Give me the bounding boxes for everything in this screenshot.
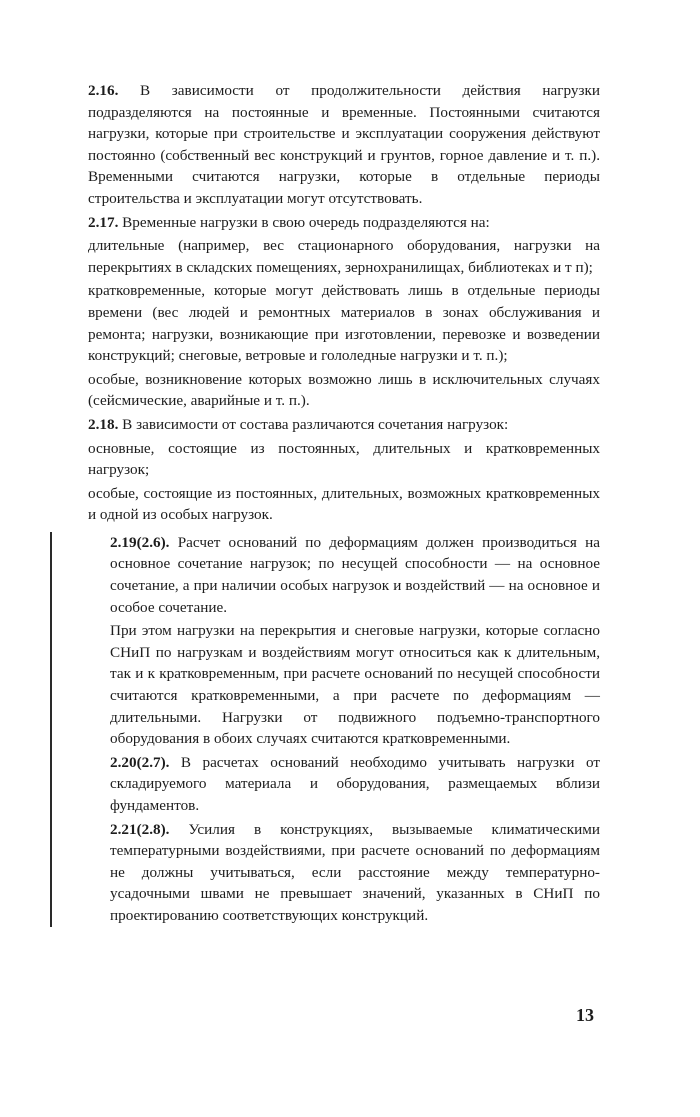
paragraph-text: особые, возникновение которых возможно лишь в исключительных случаях (сейсмические, аварийные и т. п.). (88, 370, 600, 410)
paragraph (110, 819, 600, 927)
main-paragraphs (88, 80, 600, 526)
marked-paragraphs (110, 532, 600, 927)
paragraph (110, 752, 600, 817)
paragraph-text: Временные нагрузки в свою очередь подразделяются на: (118, 213, 490, 231)
page-body (88, 80, 600, 929)
clause-number: 2.21(2.8). (110, 820, 170, 838)
paragraph-text: В расчетах оснований необходимо учитывать нагрузки от складируемого материала и оборудования, размещаемых вблизи фундаментов. (110, 753, 600, 814)
paragraph (88, 483, 600, 526)
paragraph (88, 369, 600, 412)
clause-number: 2.17. (88, 213, 119, 231)
paragraph-text: кратковременные, которые могут действовать лишь в отдельные периоды времени (вес людей и ремонтных материалов в зонах обслуживания и ремонта; нагрузки, возникающие при изготовлении, перевозке и возведении конструкций; снеговые, ветровые и гололедные нагрузки и т. п.); (88, 282, 600, 365)
paragraph (110, 532, 600, 618)
paragraph-text: основные, состоящие из постоянных, длительных и кратковременных нагрузок; (88, 439, 600, 479)
clause-number: 2.16. (88, 82, 119, 99)
paragraph-text: особые, состоящие из постоянных, длительных, возможных кратковременных и одной из особых нагрузок. (88, 484, 600, 524)
paragraph-text: Расчет оснований по деформациям должен производиться на основное сочетание нагрузок; по несущей способности — на основное сочетание, а при наличии особых нагрузок и воздействий — на основное и особое сочетание. (110, 533, 600, 616)
paragraph-text: В зависимости от продолжительности действия нагрузки подразделяются на постоянные и временные. Постоянными считаются нагрузки, которые при строительстве и эксплуатации сооружения действуют постоянно (собственный вес конструкций и грунтов, горное давление и т. п.). Временными считаются нагрузки, которые в отдельные периоды строительства и эксплуатации могут отсутствовать. (88, 82, 600, 207)
paragraph (88, 80, 600, 210)
paragraph-text: При этом нагрузки на перекрытия и снеговые нагрузки, которые согласно СНиП по нагрузкам и воздействиям могут относиться как к длительным, так и к кратковременным, при расчете оснований по несущей способности считаются кратковременными, а при расчете по деформациям — длительными. Нагрузки от подвижного подъемно-транспортного оборудования в обоих случаях считаются кратковременными. (110, 622, 600, 748)
paragraph-text: длительные (например, вес стационарного оборудования, нагрузки на перекрытиях в складских помещениях, зернохранилищах, библиотеках и т п); (88, 237, 600, 276)
paragraph (88, 212, 600, 234)
paragraph (88, 414, 600, 436)
paragraph (88, 235, 600, 278)
paragraph (88, 280, 600, 366)
clause-number: 2.19(2.6). (110, 533, 170, 551)
marked-block (88, 532, 600, 927)
margin-revision-bar (50, 532, 52, 927)
paragraph-text: В зависимости от состава различаются сочетания нагрузок: (118, 415, 509, 433)
clause-number: 2.18. (88, 415, 119, 433)
page-number: 13 (576, 1005, 594, 1025)
paragraph-text: Усилия в конструкциях, вызываемые климатическими температурными воздействиями, при расчете оснований по деформациям не должны учитываться, если расстояние между температурно-усадочными швами не превышает значений, указанных в СНиП по проектированию соответствующих конструкций. (110, 820, 600, 924)
paragraph (110, 620, 600, 750)
paragraph (88, 438, 600, 481)
clause-number: 2.20(2.7). (110, 753, 170, 771)
